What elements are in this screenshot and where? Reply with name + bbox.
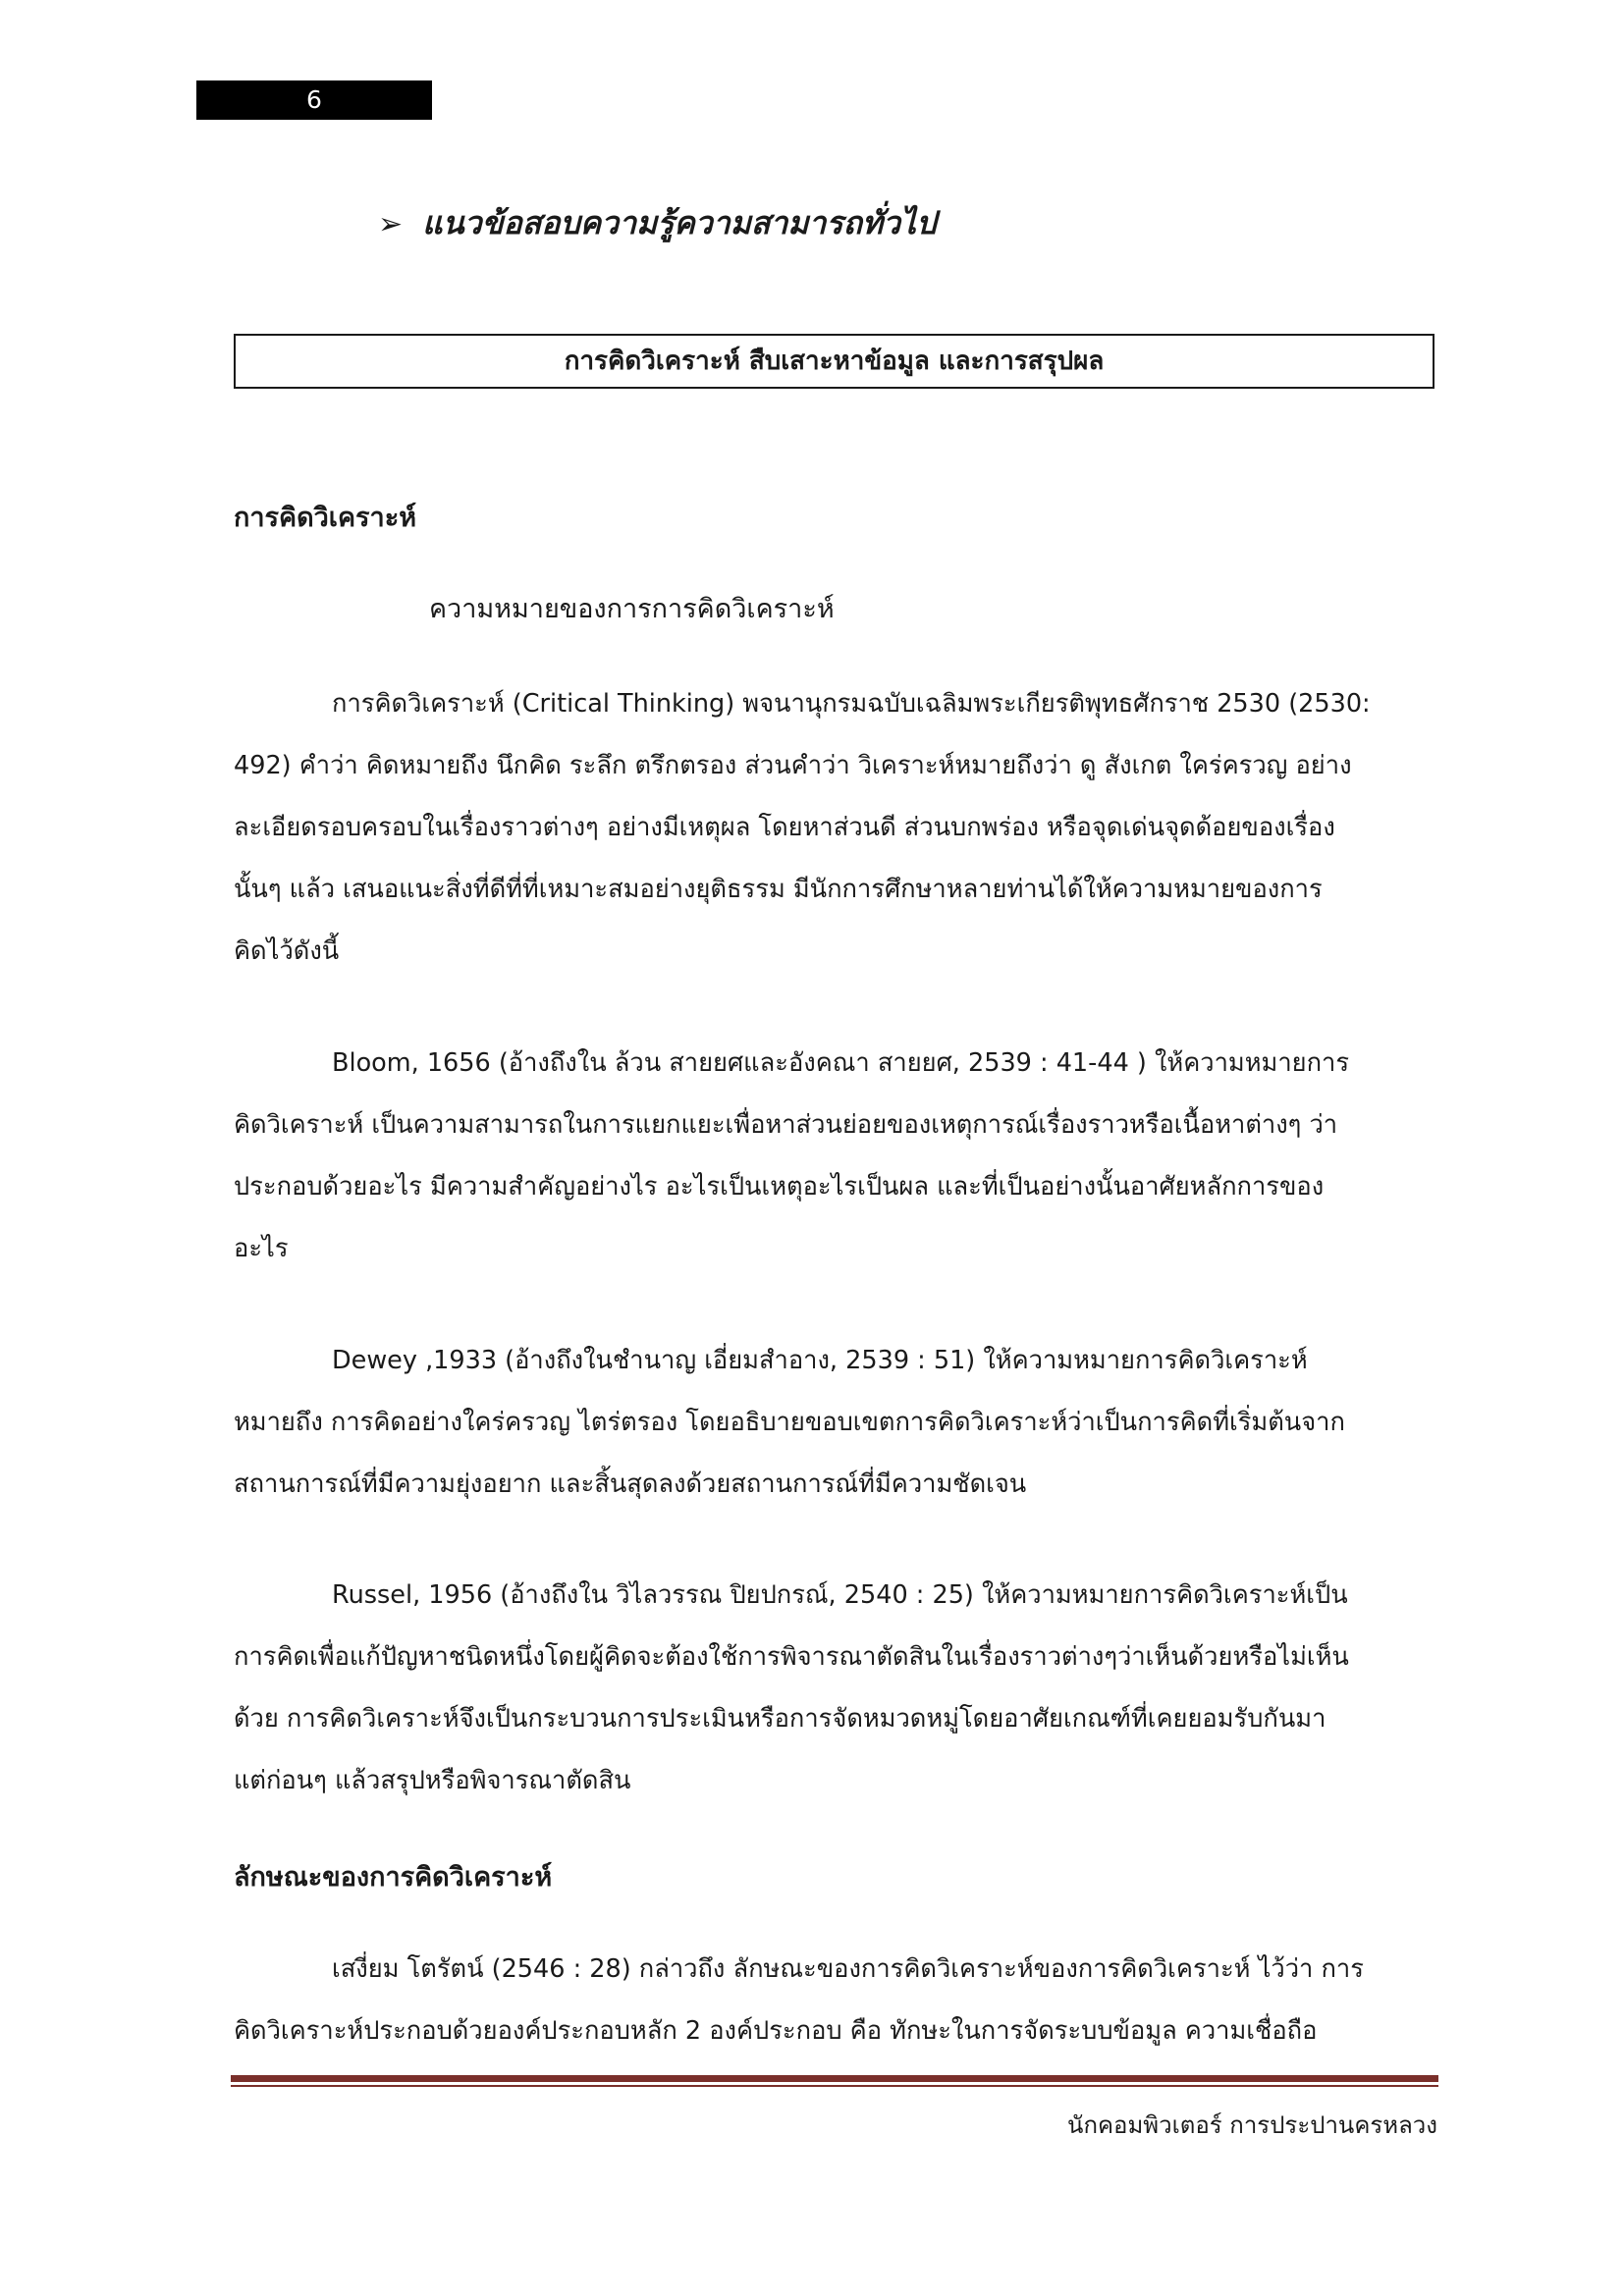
paragraph-line: Dewey ,1933 (อ้างถึงในชำนาญ เอี่ยมสำอาง, 2539 : 51) ให้ความหมายการคิดวิเคราะห์ (332, 1346, 1308, 1375)
paragraph-sangiam (234, 1939, 1436, 2062)
heading-characteristics: ลักษณะของการคิดวิเคราะห์ (234, 1862, 553, 1893)
paragraph-line: คิดวิเคราะห์ประกอบด้วยองค์ประกอบหลัก 2 องค์ประกอบ คือ ทักษะในการจัดระบบข้อมูล ความเชื่อถือ (234, 2016, 1318, 2046)
paragraph-line: ละเอียดรอบครอบในเรื่องราวต่างๆ อย่างมีเหตุผล โดยหาส่วนดี ส่วนบกพร่อง หรือจุดเด่นจุดด้อยของเรื่อง (234, 813, 1335, 842)
paragraph-line: แต่ก่อนๆ แล้วสรุปหรือพิจารณาตัดสิน (234, 1766, 631, 1795)
paragraph-line: อะไร (234, 1234, 289, 1263)
paragraph-definition (234, 673, 1436, 983)
paragraph-line: คิดวิเคราะห์ เป็นความสามารถในการแยกแยะเพื่อหาส่วนย่อยของเหตุการณ์เรื่องราวหรือเนื้อหาต่างๆ ว่า (234, 1110, 1338, 1140)
section-heading (378, 198, 936, 248)
footer-rule-thin (231, 2085, 1438, 2087)
paragraph-line: การคิดวิเคราะห์ (Critical Thinking) พจนานุกรมฉบับเฉลิมพระเกียรติพุทธศักราช 2530 (2530: (332, 689, 1371, 719)
paragraph-line: นั้นๆ แล้ว เสนอแนะสิ่งที่ดีที่ที่เหมาะสมอย่างยุติธรรม มีนักการศึกษาหลายท่านได้ให้ความหมายของการ (234, 875, 1323, 904)
paragraph-bloom (234, 1033, 1436, 1280)
arrow-bullet-icon: ➢ (378, 207, 404, 241)
paragraph-russel (234, 1565, 1436, 1812)
paragraph-line: ด้วย การคิดวิเคราะห์จึงเป็นกระบวนการประเมินหรือการจัดหมวดหมู่โดยอาศัยเกณฑ์ที่เคยยอมรับกันมา (234, 1704, 1326, 1734)
paragraph-line: 492) คำว่า คิดหมายถึง นึกคิด ระลึก ตรึกตรอง ส่วนคำว่า วิเคราะห์หมายถึงว่า ดู สังเกต ใคร่ครวญ อย่าง (234, 751, 1352, 780)
paragraph-line: คิดไว้ดังนี้ (234, 936, 340, 966)
paragraph-dewey (234, 1330, 1436, 1516)
paragraph-line: ประกอบด้วยอะไร มีความสำคัญอย่างไร อะไรเป็นเหตุอะไรเป็นผล และที่เป็นอย่างนั้นอาศัยหลักการของ (234, 1172, 1325, 1201)
paragraph-line: การคิดเพื่อแก้ปัญหาชนิดหนึ่งโดยผู้คิดจะต้องใช้การพิจารณาตัดสินในเรื่องราวต่างๆว่าเห็นด้วยหรือไม่เห็น (234, 1642, 1349, 1672)
subheading-meaning: ความหมายของการการคิดวิเคราะห์ (429, 594, 835, 624)
footer-rule (231, 2075, 1438, 2082)
paragraph-line: สถานการณ์ที่มีความยุ่งอยาก และสิ้นสุดลงด้วยสถานการณ์ที่มีความชัดเจน (234, 1469, 1027, 1499)
page-number-bar (196, 80, 432, 120)
paragraph-line: Russel, 1956 (อ้างถึงใน วิไลวรรณ ปิยปกรณ์, 2540 : 25) ให้ความหมายการคิดวิเคราะห์เป็น (332, 1580, 1348, 1610)
heading-critical-thinking: การคิดวิเคราะห์ (234, 503, 417, 533)
page-number: 6 (306, 85, 322, 114)
paragraph-line: หมายถึง การคิดอย่างใคร่ครวญ ไตร่ตรอง โดยอธิบายขอบเขตการคิดวิเคราะห์ว่าเป็นการคิดที่เริ่มต้นจาก (234, 1408, 1345, 1437)
page-title: การคิดวิเคราะห์ สืบเสาะหาข้อมูล และการสรุปผล (564, 347, 1105, 376)
paragraph-line: Bloom, 1656 (อ้างถึงใน ล้วน สายยศและอังคณา สายยศ, 2539 : 41-44 ) ให้ความหมายการ (332, 1048, 1350, 1078)
section-heading-text: แนวข้อสอบความรู้ความสามารถทั่วไป (422, 204, 937, 241)
footer-text: นักคอมพิวเตอร์ การประปานครหลวง (1067, 2111, 1437, 2139)
title-box (234, 334, 1435, 389)
paragraph-line: เสงี่ยม โตรัตน์ (2546 : 28) กล่าวถึง ลักษณะของการคิดวิเคราะห์ของการคิดวิเคราะห์ ไว้ว่า การ (332, 1954, 1364, 1984)
